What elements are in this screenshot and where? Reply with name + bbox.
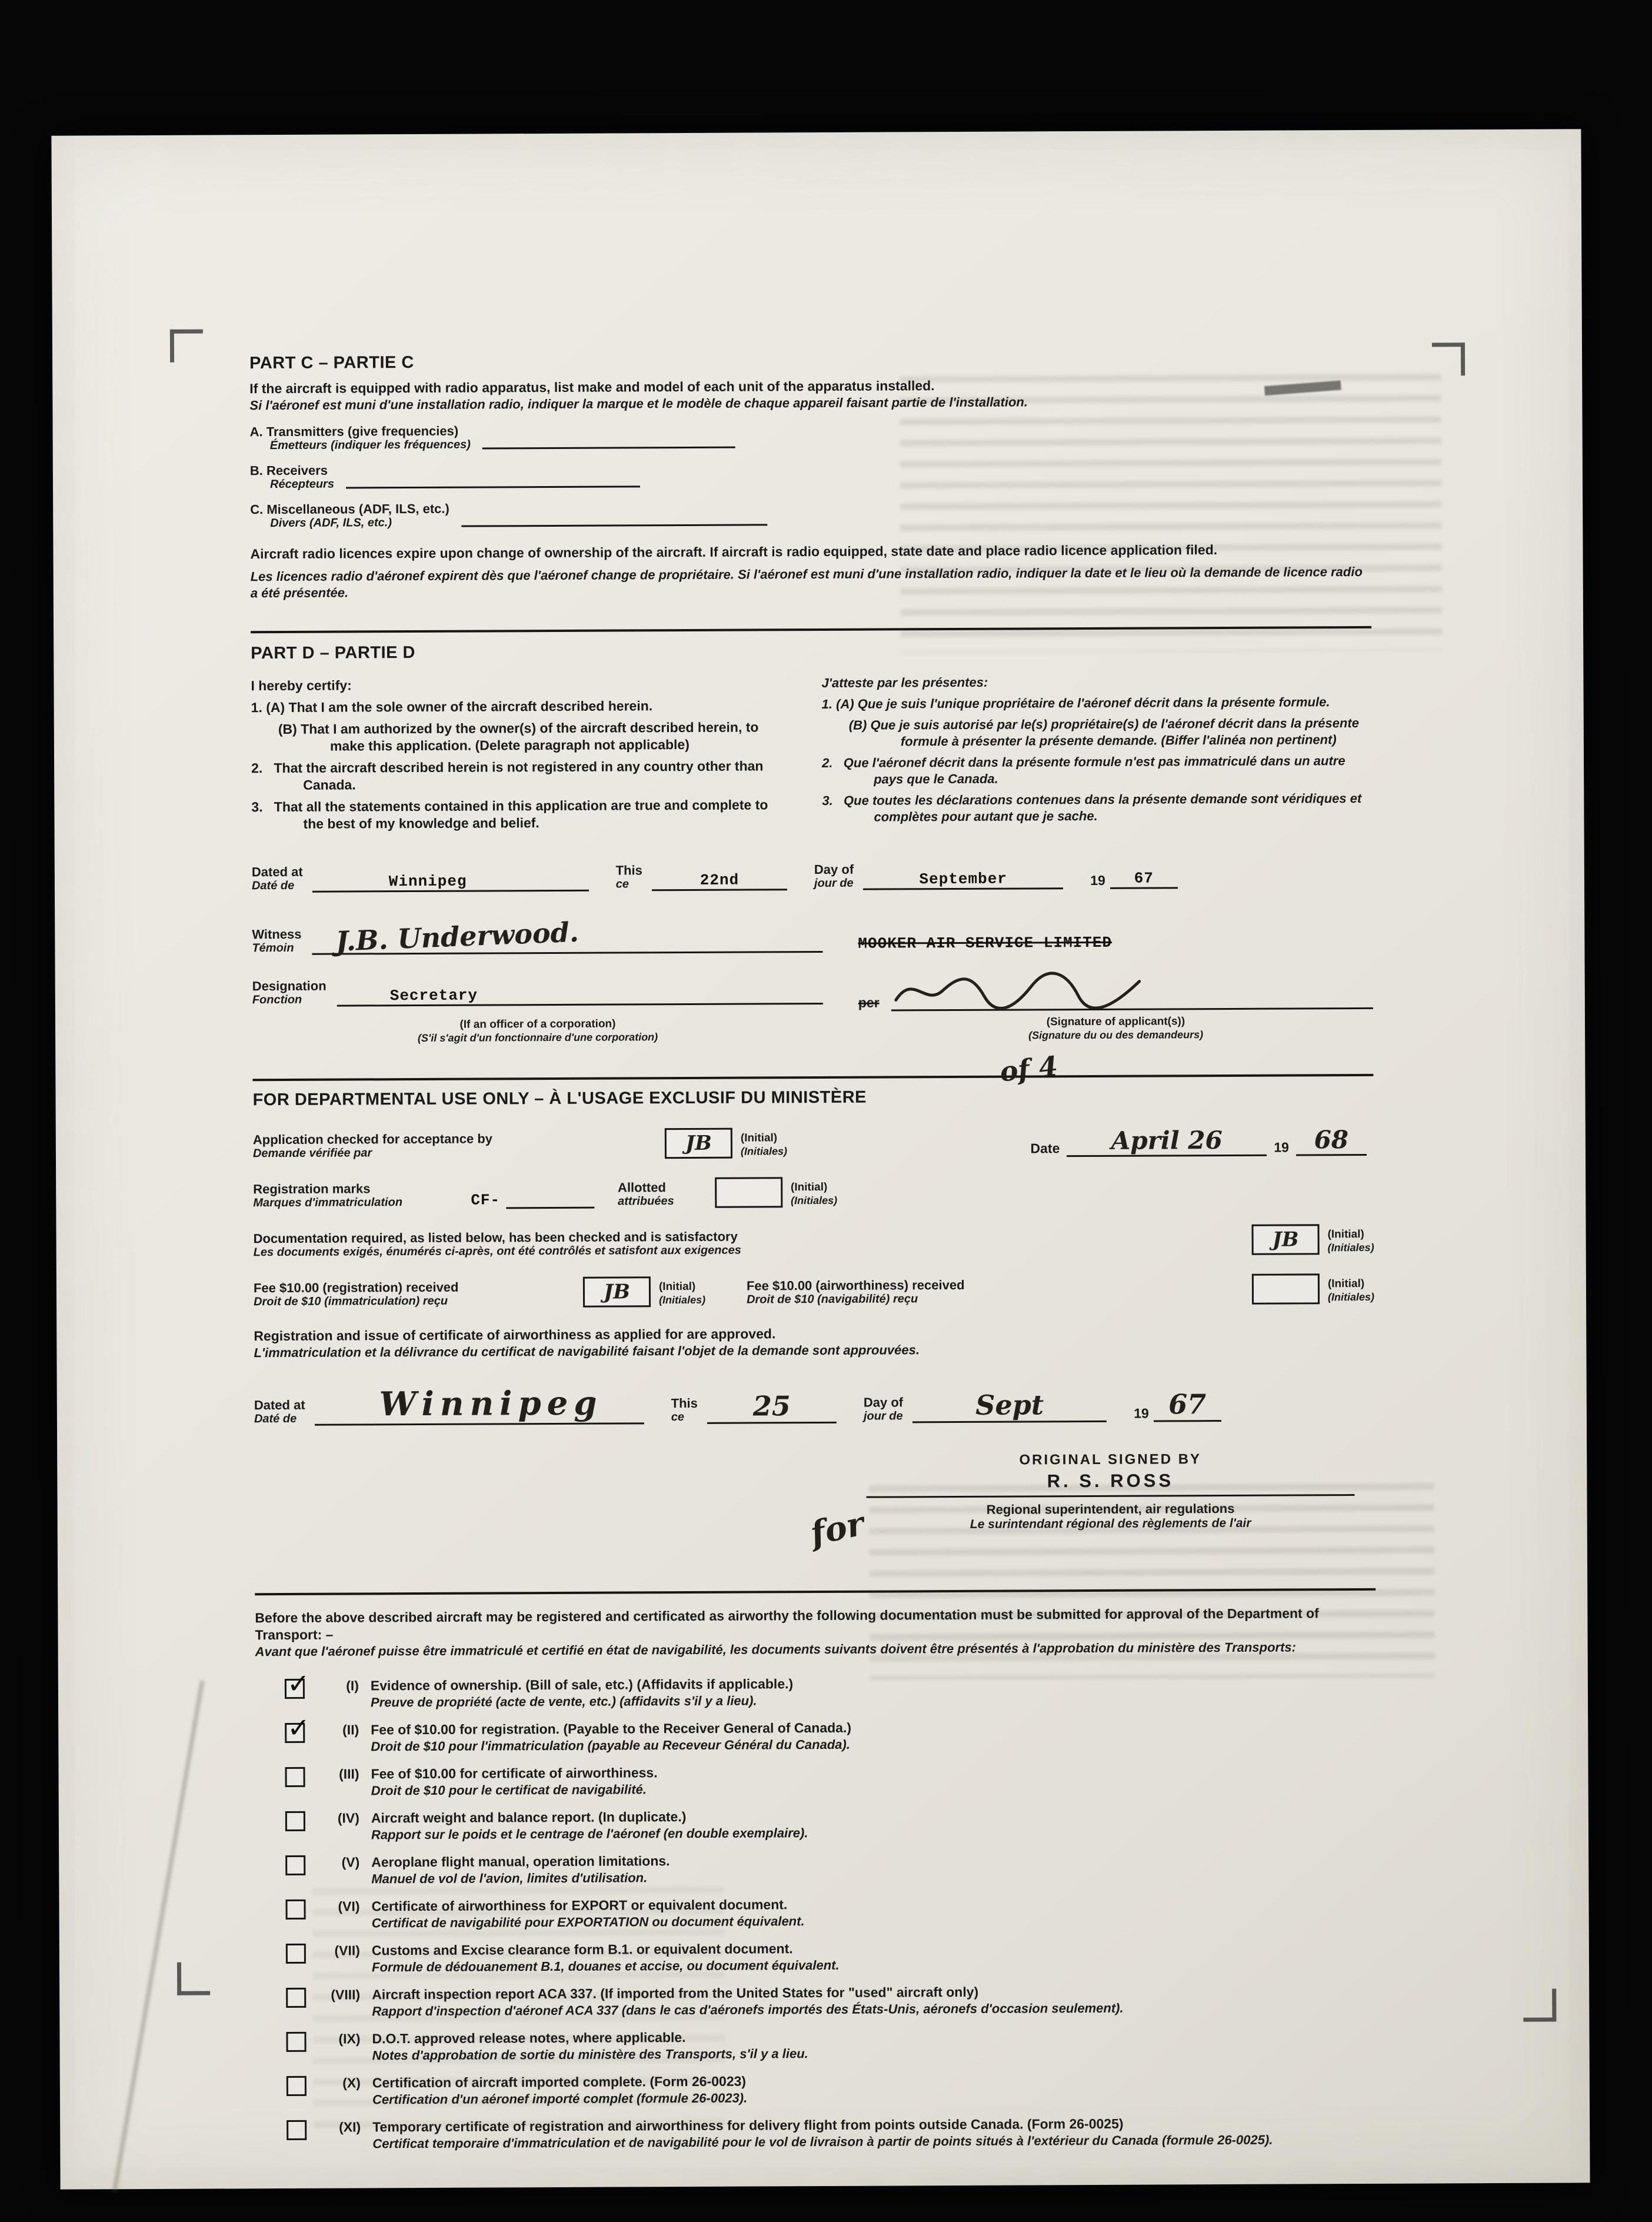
designation-value: Secretary: [389, 986, 478, 1005]
dated-at-label: Dated at Daté de: [254, 1397, 305, 1426]
receivers-label: B. Receivers Récepteurs: [249, 463, 334, 491]
checked-date-value: April 26: [1111, 1126, 1223, 1155]
per-signature-cell: [823, 974, 1373, 1043]
transmitters-input-line: [482, 421, 735, 450]
stamp-caption-en: Regional superintendent, air regulations: [986, 1501, 1235, 1517]
approval-text-fr: L'immatriculation et la délivrance du certificat de navigabilité faisant l'objet de la demande sont approuvées.: [254, 1342, 920, 1361]
crop-mark-bottom-right: [1523, 1989, 1556, 2022]
checkmark: ✓: [287, 1711, 310, 1744]
this-label: This ce: [615, 863, 642, 891]
handwritten-for: for: [807, 1503, 868, 1554]
signature-block: [252, 915, 1373, 1046]
section-divider: [252, 1074, 1373, 1081]
certify-heading-fr: J'atteste par les présentes:: [821, 674, 988, 690]
witness-signature-line: [312, 917, 822, 955]
fee-airworthiness-label: Fee $10.00 (airworthiness) received Droit de $10 (navigabilité) reçu: [746, 1277, 965, 1306]
applicant-signature-line: [891, 974, 1373, 1012]
radio-licence-note-en: Aircraft radio licences expire upon change of ownership of the aircraft. If aircraft is radio equipped, state date and place radio licence application filed.: [250, 542, 1218, 562]
certify-item-3-en: 3. That all the statements contained in this application are true and complete to the best of my knowledge and belief.: [251, 797, 772, 831]
year-prefix: 19: [1090, 872, 1105, 888]
allotted-initial-box: [715, 1177, 782, 1208]
dept-dated-year-value: 67: [1168, 1388, 1207, 1421]
designation-label: Designation Fonction: [252, 978, 327, 1007]
checkbox-weight-balance-report: [285, 1811, 305, 1831]
original-signed-stamp: [866, 1451, 1355, 1532]
initial-caption: (Initial) (Initiales): [1327, 1228, 1374, 1254]
item-numeral: (VII): [334, 1942, 360, 1958]
section-part-d: [251, 639, 1373, 1046]
certify-item-1b-en: (B) That I am authorized by the owner(s) of the aircraft described herein, to make this application. (Delete paragraph not applicable): [278, 719, 762, 754]
applicant-company-name: MOOKER AIR SERVICE LIMITED: [858, 933, 1113, 953]
registration-marks-label: Registration marks Marques d'immatriculation: [253, 1181, 403, 1210]
initial-caption: (Initial) (Initiales): [790, 1180, 838, 1207]
certify-item-1a-en: 1. (A) That I am the sole owner of the aircraft described herein.: [251, 698, 653, 716]
allotted-label: Allotted attribuées: [617, 1180, 674, 1208]
stamp-caption-fr: Le surintendant régional des règlements de l'air: [970, 1516, 1251, 1531]
checklist-item: (VIII) Aircraft inspection report ACA 337. (If imported from the United States for "used" aircraft only) Rapport d'inspection d'aéronef ACA 337 (dans le cas d'aéronefs importés des États-Unis, aéronefs d'occasion seulement).: [257, 1982, 1377, 2020]
radio-licence-note-fr: Les licences radio d'aéronef expirent dès que l'aéronef change de propriétaire. Si l'aéronef est muni d'une installation radio, indiquer la date et le lieu où la demande de licence radio a été présentée.: [250, 564, 1363, 601]
checkbox-inspection-report: [286, 1988, 306, 2008]
transmitters-label: A. Transmitters (give frequencies) Émetteurs (indiquer les fréquences): [249, 423, 471, 453]
paper-crease: [112, 1681, 204, 2191]
checklist-intro-en: Before the above described aircraft may be registered and certificated as airworthy the following documentation must be submitted for approval of the Department of Transport: –: [255, 1605, 1319, 1643]
fee-registration-label: Fee $10.00 (registration) received Droit de $10 (immatriculation) reçu: [253, 1279, 459, 1309]
section-part-c: [249, 349, 1371, 601]
year-prefix: 19: [1134, 1405, 1149, 1421]
checklist-item: (V) Aeroplane flight manual, operation limitations. Manuel de vol de l'avion, limites d'utilisation.: [256, 1850, 1377, 1888]
fee-airworthiness-initial-box: [1252, 1273, 1320, 1305]
date-label: Date: [1030, 1140, 1060, 1156]
registration-marks-row: [253, 1175, 1374, 1210]
checklist-item: (IV) Aircraft weight and balance report. (In duplicate.) Rapport sur le poids et le centrage de l'aéronef (en double exemplaire).: [256, 1805, 1377, 1844]
stamp-signatory-name: R. S. ROSS: [1047, 1470, 1174, 1492]
scanned-page: [51, 129, 1590, 2189]
checklist-intro-fr: Avant que l'aéronef puisse être immatriculé et certifié en état de navigabilité, les documents suivants doivent être présentés à l'approbation du ministère des Transports:: [255, 1639, 1297, 1659]
departmental-title: FOR DEPARTMENTAL USE ONLY – À L'USAGE EXCLUSIF DU MINISTÈRE: [252, 1087, 867, 1110]
checkbox-imported-complete: [287, 2076, 307, 2096]
crop-mark-top-right: [1432, 342, 1465, 375]
item-numeral: (X): [342, 2075, 361, 2091]
dept-dated-year-field: [1154, 1386, 1221, 1422]
section-divider: [255, 1588, 1375, 1595]
documentation-row: [254, 1224, 1374, 1259]
applicant-company-cell: [822, 915, 1373, 953]
dated-year-field: [1110, 861, 1178, 889]
part-c-intro-fr: Si l'aéronef est muni d'une installation radio, indiquer la marque et le modèle de chaque appareil faisant partie de l'installation.: [249, 394, 1028, 413]
approval-text-en: Registration and issue of certificate of airworthiness as applied for are approved.: [254, 1326, 776, 1344]
fee-registration-initial-box: [583, 1276, 651, 1308]
checker-initials: JB: [685, 1131, 712, 1156]
certify-item-3-fr: 3. Que toutes les déclarations contenues dans la présente demande sont véridiques et complètes pour autant que je sache.: [822, 790, 1365, 824]
item-numeral: (XI): [339, 2119, 361, 2135]
checked-year-field: [1296, 1123, 1367, 1156]
item-numeral: (IV): [337, 1810, 359, 1826]
checkbox-export-certificate: [285, 1900, 305, 1920]
dated-place-value: Winnipeg: [388, 872, 467, 891]
approval-stamp-area: [254, 1451, 1375, 1567]
miscellaneous-label: C. Miscellaneous (ADF, ILS, etc.) Divers (ADF, ILS, etc.): [250, 501, 449, 530]
section-divider: [251, 626, 1371, 633]
checked-initial-box: [665, 1128, 732, 1159]
dated-row-departmental: [254, 1380, 1375, 1426]
certify-item-1b-fr: (B) Que je suis autorisé par le(s) propriétaire(s) de l'aéronef décrit dans la présente formule à présenter la présente demande. (Biffer l'alinéa non pertinent): [848, 715, 1363, 749]
designation-row: [252, 976, 823, 1007]
handwritten-annotation: of 4: [998, 1050, 1060, 1088]
checklist-item: (VI) Certificate of airworthiness for EXPORT or equivalent document. Certificat de navigabilité pour EXPORTATION ou document équivalent.: [256, 1894, 1377, 1932]
fees-row: [254, 1273, 1374, 1309]
form-content: [249, 349, 1378, 2163]
dated-year-value: 67: [1134, 869, 1154, 887]
checkbox-temporary-certificate: [287, 2120, 307, 2140]
section-departmental: [252, 1050, 1375, 1567]
dated-place-field: [312, 864, 589, 893]
checklist-item: (VII) Customs and Excise clearance form B.1. or equivalent document. Formule de dédouanement B.1, douanes et accise, ou document équivalent.: [257, 1938, 1377, 1976]
section-checklist: [255, 1605, 1378, 2153]
part-c-title: PART C – PARTIE C: [249, 353, 414, 373]
initial-caption: (Initial) (Initiales): [658, 1280, 706, 1306]
checkbox-release-notes: [286, 2032, 306, 2052]
checked-year-value: 68: [1314, 1125, 1349, 1155]
checklist-item: ✓ (II) Fee of $10.00 for registration. (Payable to the Receiver General of Canada.) Droit de $10 pour l'immatriculation (payable au Receveur Général du Canada).: [255, 1717, 1376, 1755]
documentation-label: Documentation required, as listed below, has been checked and is satisfactory Les documents exigés, énumérés ci-après, ont été contrôlés et satisfont aux exigences: [253, 1229, 741, 1259]
checkbox-evidence-of-ownership: [285, 1667, 310, 1699]
per-label: per: [858, 994, 880, 1010]
dept-dated-place-field: [314, 1383, 644, 1425]
day-of-label: Day of jour de: [863, 1395, 904, 1423]
part-c-intro-en: If the aircraft is equipped with radio apparatus, list make and model of each unit of the apparatus installed.: [249, 378, 935, 397]
checked-date-field: [1067, 1123, 1267, 1157]
crop-mark-bottom-left: [177, 1962, 210, 1995]
item-numeral: (VI): [338, 1898, 360, 1914]
part-d-title: PART D – PARTIE D: [251, 643, 416, 663]
dept-dated-month-field: [912, 1387, 1107, 1423]
item-numeral: (V): [341, 1854, 360, 1870]
per-row: [858, 974, 1373, 1012]
certify-heading-en: I hereby certify:: [251, 677, 352, 694]
certify-item-1a-fr: 1. (A) Que je suis l'unique propriétaire de l'aéronef décrit dans la présente formule.: [821, 694, 1330, 711]
officer-caption: (If an officer of a corporation) (S'il s'agit d'un fonctionnaire d'une corporation): [417, 1017, 658, 1044]
dated-at-label: Dated at Daté de: [251, 864, 303, 893]
registration-marks-field: [506, 1182, 594, 1209]
cf-prefix: CF-: [471, 1191, 501, 1209]
receivers-row: [250, 457, 1371, 491]
checkmark: ✓: [287, 1667, 310, 1699]
application-checked-label: Application checked for acceptance by Demande vérifiée par: [252, 1131, 493, 1160]
dated-day-field: [652, 863, 787, 891]
this-label: This ce: [671, 1395, 698, 1424]
item-numeral: (VIII): [331, 1987, 361, 2003]
initial-caption: (Initial) (Initiales): [1327, 1277, 1375, 1303]
witness-row: [252, 917, 822, 955]
stamp-line-1: ORIGINAL SIGNED BY: [1019, 1451, 1202, 1468]
checkbox-flight-manual: [285, 1855, 305, 1875]
certification-fr: [821, 668, 1372, 830]
certify-item-2-fr: 2. Que l'aéronef décrit dans la présente formule n'est pas immatriculé dans un autre pays que le Canada.: [822, 753, 1349, 787]
certify-item-2-en: 2. That the aircraft described herein is not registered in any country other than Canada.: [251, 758, 767, 793]
checklist-intro: [255, 1605, 1375, 1660]
initial-caption: (Initial) (Initiales): [740, 1132, 787, 1157]
applicant-signature-scribble: [891, 970, 1144, 1010]
designation-cell: [252, 976, 823, 1046]
certification-en: [251, 670, 784, 833]
checklist-item: (XI) Temporary certificate of registration and airworthiness for delivery flight from points outside Canada. (Form 26-0025) Certificat temporaire d'immatriculation et de navigabilité pour le vol de livraison à partir de points situés à l'extérieur du Canada (formule 26-0025).: [257, 2114, 1378, 2153]
year-prefix: 19: [1274, 1139, 1289, 1155]
day-of-label: Day of jour de: [814, 861, 854, 890]
dated-day-value: 22nd: [700, 871, 740, 889]
dept-dated-day-value: 25: [752, 1390, 791, 1422]
dept-dated-month-value: Sept: [975, 1389, 1044, 1421]
documentation-initials: JB: [1272, 1228, 1299, 1252]
checked-date-group: [1030, 1123, 1374, 1157]
receivers-input-line: [346, 460, 640, 488]
documentation-initial-box: [1251, 1224, 1319, 1255]
applicant-signature-caption: (Signature of applicant(s)) (Signature du ou des demandeurs): [1028, 1015, 1204, 1042]
application-checked-row: [253, 1123, 1374, 1160]
transmitters-row: [250, 418, 1371, 453]
stamp-underline: [866, 1494, 1354, 1498]
certification-columns: [251, 668, 1372, 833]
dept-dated-day-field: [707, 1388, 837, 1424]
fee-registration-initials: JB: [603, 1280, 630, 1304]
item-numeral: (II): [342, 1722, 359, 1738]
dated-month-value: September: [919, 870, 1007, 889]
dated-row-applicant: [252, 860, 1373, 893]
witness-label: Witness Témoin: [252, 926, 302, 955]
miscellaneous-row: [250, 496, 1371, 530]
checklist-item: (III) Fee of $10.00 for certificate of airworthiness. Droit de $10 pour le certificat de navigabilité.: [255, 1761, 1376, 1799]
checkbox-fee-airworthiness: [285, 1767, 305, 1787]
checkbox-fee-registration: [285, 1711, 310, 1744]
dept-dated-place-value: Winnipeg: [379, 1383, 603, 1424]
dated-month-field: [863, 862, 1063, 890]
crop-mark-top-left: [170, 330, 203, 362]
checklist-item: (X) Certification of aircraft imported complete. (Form 26-0023) Certification d'un aéronef importé complet (formule 26-0023).: [257, 2070, 1378, 2108]
checklist-item: (IX) D.O.T. approved release notes, where applicable. Notes d'approbation de sortie du ministère des Transports, s'il y a lieu.: [257, 2026, 1377, 2064]
checklist-item: ✓ (I) Evidence of ownership. (Bill of sale, etc.) (Affidavits if applicable.) Preuve de propriété (acte de vente, etc.) (affidavits s'il y a lieu).: [255, 1673, 1376, 1711]
item-numeral: (I): [346, 1678, 359, 1694]
item-numeral: (IX): [338, 2031, 361, 2047]
checkbox-customs-clearance: [286, 1944, 306, 1964]
witness-signature: J.B. Underwood.: [335, 916, 579, 957]
miscellaneous-input-line: [461, 498, 767, 527]
designation-field: [337, 977, 823, 1007]
item-numeral: (III): [338, 1766, 359, 1782]
